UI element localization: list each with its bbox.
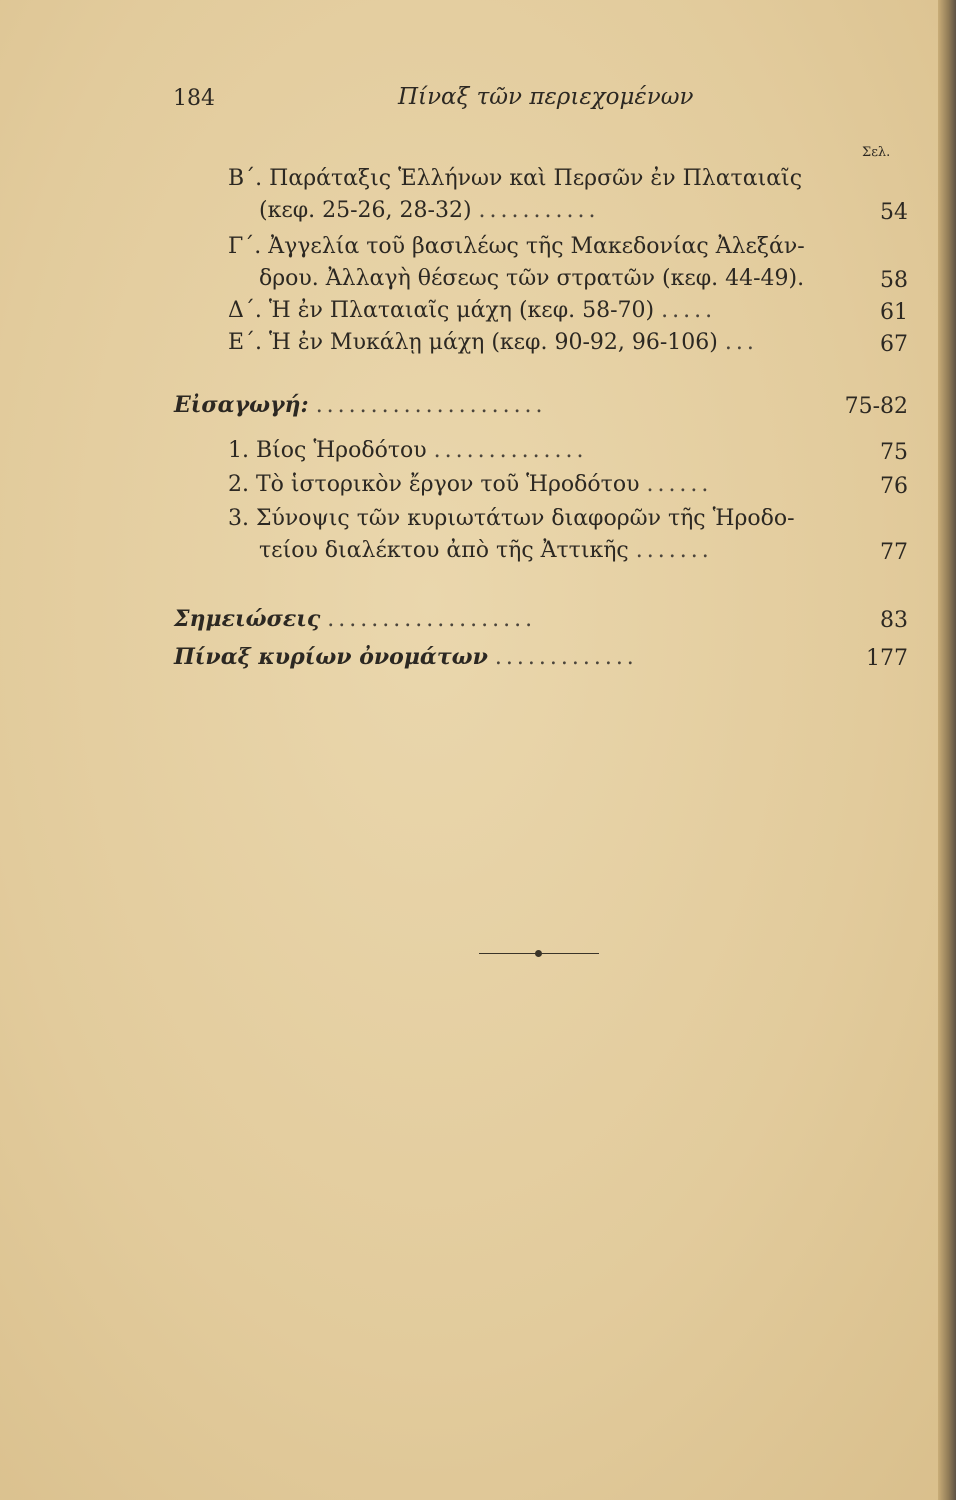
toc-entry-d xyxy=(228,296,716,326)
intro-item-3-text: τείου διαλέκτου ἀπὸ τῆς Ἀττικῆς xyxy=(259,538,629,563)
intro-item-2-text: 2. Τὸ ἱστορικὸν ἔργον τοῦ Ἡροδότου xyxy=(228,472,640,497)
intro-pages: 75-82 xyxy=(844,394,908,419)
toc-entry-e-text: Ε΄. Ἡ ἐν Μυκάλῃ μάχη (κεφ. 90-92, 96-106) xyxy=(228,330,718,355)
intro-item-2-page: 76 xyxy=(880,474,908,499)
intro-item-1 xyxy=(228,436,588,466)
notes-row xyxy=(174,604,536,635)
intro-item-3-page: 77 xyxy=(880,540,908,565)
intro-heading: Εἰσαγωγή: xyxy=(174,392,309,418)
index-row xyxy=(174,642,638,673)
notes-page: 83 xyxy=(880,608,908,633)
toc-entry-e-page: 67 xyxy=(880,332,908,357)
toc-entry-d-page: 61 xyxy=(880,300,908,325)
notes-label: Σημειώσεις xyxy=(174,606,321,632)
separator-ornament xyxy=(535,950,542,957)
intro-leader: ..................... xyxy=(315,393,547,418)
page-column-label: Σελ. xyxy=(862,145,891,160)
notes-leader: ................... xyxy=(327,607,537,632)
toc-entry-d-leader: ..... xyxy=(661,298,717,323)
intro-item-1-page: 75 xyxy=(880,440,908,465)
toc-entry-b-line2 xyxy=(259,196,599,226)
intro-item-1-leader: .............. xyxy=(433,438,588,463)
intro-item-2-leader: ...... xyxy=(646,472,713,497)
toc-entry-e xyxy=(228,328,758,358)
running-title: Πίναξ τῶν περιεχομένων xyxy=(398,84,694,110)
page-number: 184 xyxy=(173,86,215,111)
toc-entry-g-page: 58 xyxy=(880,268,908,293)
toc-entry-g-line1: Γ΄. Ἀγγελία τοῦ βασιλέως τῆς Μακεδονίας Ἀλεξάν- xyxy=(228,234,805,259)
intro-heading-row xyxy=(174,390,547,421)
toc-entry-b-line1: Β΄. Παράταξις Ἑλλήνων καὶ Περσῶν ἐν Πλαταιαῖς xyxy=(228,166,803,191)
toc-entry-g-line2: δρου. Ἀλλαγὴ θέσεως τῶν στρατῶν (κεφ. 44-49). xyxy=(259,266,805,291)
toc-entry-d-text: Δ΄. Ἡ ἐν Πλαταιαῖς μάχη (κεφ. 58-70) xyxy=(228,298,655,323)
intro-item-3-leader: ....... xyxy=(635,538,713,563)
index-leader: ............. xyxy=(494,645,638,670)
index-page: 177 xyxy=(866,646,908,671)
page-edge-shadow xyxy=(938,0,956,1500)
intro-item-3-line2 xyxy=(259,536,713,566)
toc-entry-e-leader: ... xyxy=(724,330,758,355)
intro-item-1-text: 1. Βίος Ἡροδότου xyxy=(228,438,427,463)
toc-entry-b-text: (κεφ. 25-26, 28-32) xyxy=(259,198,472,223)
index-label: Πίναξ κυρίων ὀνομάτων xyxy=(174,644,488,670)
toc-entry-b-leader: ........... xyxy=(478,198,600,223)
intro-item-2 xyxy=(228,470,712,500)
intro-item-3-line1: 3. Σύνοψις τῶν κυριωτάτων διαφορῶν τῆς Ἡροδο- xyxy=(228,506,795,531)
toc-entry-b-page: 54 xyxy=(880,200,908,225)
